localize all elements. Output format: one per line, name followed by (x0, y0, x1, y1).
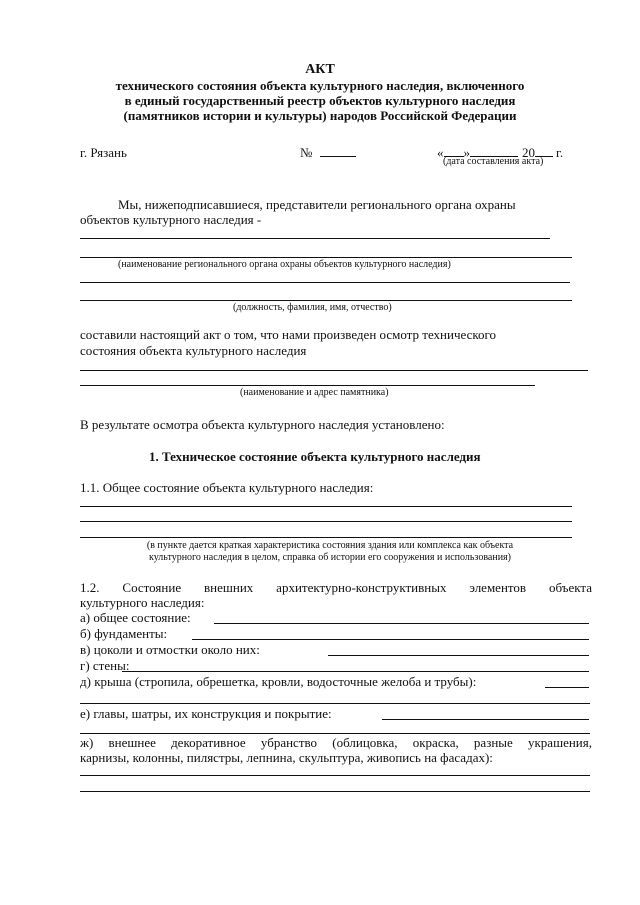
result-statement: В результате осмотра объекта культурного наследия установлено: (80, 417, 445, 432)
item-g-label: г) стены: (80, 658, 130, 673)
item-b-row (80, 626, 167, 641)
document-subtitle-line-3: (памятников истории и культуры) народов Российской Федерации (123, 108, 517, 123)
intro-line-4: состояния объекта культурного наследия (80, 343, 307, 358)
date-year-suffix: г. (556, 145, 564, 160)
monument-blank-line-2 (80, 385, 535, 386)
person-blank-line-2 (80, 300, 572, 301)
item-zh-line-2: карнизы, колонны, пилястры, лепнина, скульптура, живопись на фасадах): (80, 750, 493, 765)
person-blank-line-1 (80, 282, 570, 283)
document-title: АКТ (305, 62, 335, 77)
item-a-blank-line (214, 623, 589, 624)
monument-blank-line-1 (80, 370, 588, 371)
item-1-1: 1.1. Общее состояние объекта культурного наследия: (80, 480, 374, 495)
item-g-blank-line (122, 671, 589, 672)
item-d-blank-line-1 (545, 687, 589, 688)
item-zh-line-1: ж) внешнее декоративное убранство (облицовка, окраска, разные украшения, (80, 735, 592, 750)
organ-blank-line-1 (80, 238, 550, 239)
item-d-label: д) крыша (стропила, обрешетка, кровли, водосточные желоба и трубы): (80, 674, 477, 689)
item-zh-blank-line-2 (80, 791, 590, 792)
item-b-label: б) фундаменты: (80, 626, 168, 641)
number-sign: № (300, 145, 313, 160)
monument-caption: (наименование и адрес памятника) (240, 387, 389, 398)
item-d-row (80, 674, 476, 689)
item-1-1-note-line-1: (в пункте дается краткая характеристика состояния здания или комплекса как объекта (146, 540, 514, 551)
date-caption: (дата составления акта) (443, 156, 544, 167)
intro-line-1: Мы, нижеподписавшиеся, представители регионального органа охраны (118, 197, 516, 212)
item-e-row (80, 706, 332, 721)
date-quote-close: » (463, 145, 470, 160)
organ-blank-line-2 (80, 257, 572, 258)
item-v-blank-line (328, 655, 589, 656)
item-1-1-blank-line-2 (80, 521, 572, 522)
item-b-blank-line (192, 639, 589, 640)
act-number-field (300, 145, 356, 160)
document-subtitle-line-2: в единый государственный реестр объектов культурного наследия (124, 93, 516, 108)
date-year-prefix: 20 (522, 145, 535, 160)
document-subtitle-line-1: технического состояния объекта культурного наследия, включенного (115, 78, 525, 93)
item-e-blank-line-2 (80, 733, 590, 734)
item-e-blank-line-1 (382, 719, 589, 720)
act-number-blank (320, 145, 356, 157)
item-1-2-line-1: 1.2. Состояние внешних архитектурно-конструктивных элементов объекта (80, 580, 592, 595)
item-1-1-blank-line-1 (80, 506, 572, 507)
intro-line-2: объектов культурного наследия - (80, 212, 262, 227)
item-1-1-note-line-2: культурного наследия в целом, справка об истории его сооружения и использования) (149, 552, 511, 563)
item-zh-blank-line-1 (80, 775, 590, 776)
item-1-2-line-2: культурного наследия: (80, 595, 205, 610)
date-quote-open: « (437, 145, 444, 160)
city-label: г. Рязань (80, 145, 127, 160)
intro-line-3: составили настоящий акт о том, что нами произведен осмотр технического (80, 327, 497, 342)
item-a-row (80, 610, 191, 625)
person-caption: (должность, фамилия, имя, отчество) (233, 302, 392, 313)
organ-caption: (наименование регионального органа охраны объектов культурного наследия) (118, 259, 451, 270)
item-e-label: е) главы, шатры, их конструкция и покрытие: (80, 706, 332, 721)
item-1-1-blank-line-3 (80, 537, 572, 538)
item-v-label: в) цоколи и отмостки около них: (80, 642, 260, 657)
item-v-row (80, 642, 260, 657)
item-d-blank-line-2 (80, 703, 590, 704)
section-1-heading: 1. Техническое состояние объекта культурного наследия (149, 449, 481, 464)
item-a-label: а) общее состояние: (80, 610, 191, 625)
